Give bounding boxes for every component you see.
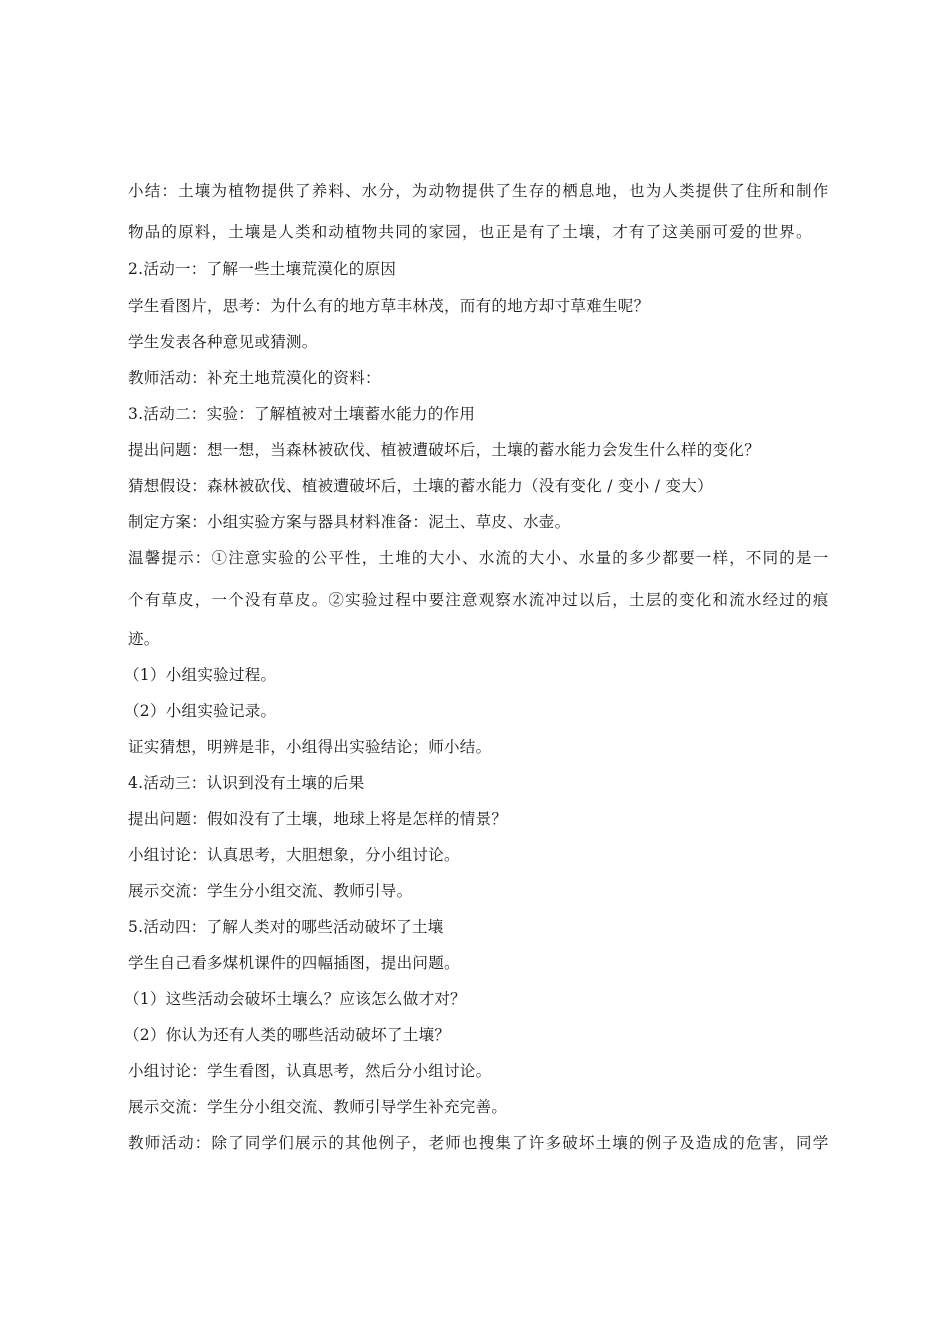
list-item: （2）小组实验记录。	[124, 702, 277, 720]
paragraph-line: 小组讨论：学生看图，认真思考，然后分小组讨论。	[128, 1062, 492, 1080]
paragraph-summary-line-2: 物品的原料，土壤是人类和动植物共同的家园，也正是有了土壤，才有了这美丽可爱的世界。	[128, 223, 813, 241]
paragraph-line: 提出问题：想一想，当森林被砍伐、植被遭破坏后，土壤的蓄水能力会发生什么样的变化？	[128, 441, 761, 459]
activity-1-heading: 2.活动一：了解一些土壤荒漠化的原因	[128, 260, 397, 278]
paragraph-line: 猜想假设：森林被砍伐、植被遭破坏后，土壤的蓄水能力（没有变化 / 变小 / 变大）	[128, 477, 713, 495]
paragraph-line: 学生发表各种意见或猜测。	[128, 333, 318, 351]
paragraph-line: 展示交流：学生分小组交流、教师引导。	[128, 882, 413, 900]
paragraph-line: 提出问题：假如没有了土壤，地球上将是怎样的情景？	[128, 810, 508, 828]
list-item: （2）你认为还有人类的哪些活动破坏了土壤？	[124, 1026, 451, 1044]
paragraph-line: 学生看图片，思考：为什么有的地方草丰林茂，而有的地方却寸草难生呢？	[128, 297, 650, 315]
activity-2-heading: 3.活动二：实验：了解植被对土壤蓄水能力的作用	[128, 405, 476, 423]
activity-3-heading: 4.活动三：认识到没有土壤的后果	[128, 774, 365, 792]
paragraph-line: 学生自己看多煤机课件的四幅插图，提出问题。	[128, 954, 460, 972]
paragraph-summary-line-1: 小结：土壤为植物提供了养料、水分，为动物提供了生存的栖息地，也为人类提供了住所和制作	[128, 182, 830, 200]
paragraph-line: 证实猜想，明辨是非，小组得出实验结论；师小结。	[128, 738, 492, 756]
paragraph-line: 展示交流：学生分小组交流、教师引导学生补充完善。	[128, 1098, 508, 1116]
paragraph-line: 小组讨论：认真思考，大胆想象，分小组讨论。	[128, 846, 460, 864]
paragraph-tip-line-1: 温馨提示：①注意实验的公平性，土堆的大小、水流的大小、水量的多少都要一样，不同的是一	[128, 549, 830, 567]
paragraph-tip-line-3: 迹。	[128, 630, 160, 648]
list-item: （1）小组实验过程。	[124, 666, 277, 684]
paragraph-tip-line-2: 个有草皮，一个没有草皮。②实验过程中要注意观察水流冲过以后，土层的变化和流水经过的痕	[128, 591, 830, 609]
activity-4-heading: 5.活动四：了解人类对的哪些活动破坏了土壤	[128, 918, 444, 936]
paragraph-line: 教师活动：除了同学们展示的其他例子，老师也搜集了许多破坏土壤的例子及造成的危害，同学	[128, 1134, 830, 1152]
paragraph-line: 教师活动：补充土地荒漠化的资料：	[128, 369, 381, 387]
list-item: （1）这些活动会破坏土壤么？应该怎么做才对？	[124, 990, 466, 1008]
paragraph-line: 制定方案：小组实验方案与器具材料准备：泥土、草皮、水壶。	[128, 513, 571, 531]
